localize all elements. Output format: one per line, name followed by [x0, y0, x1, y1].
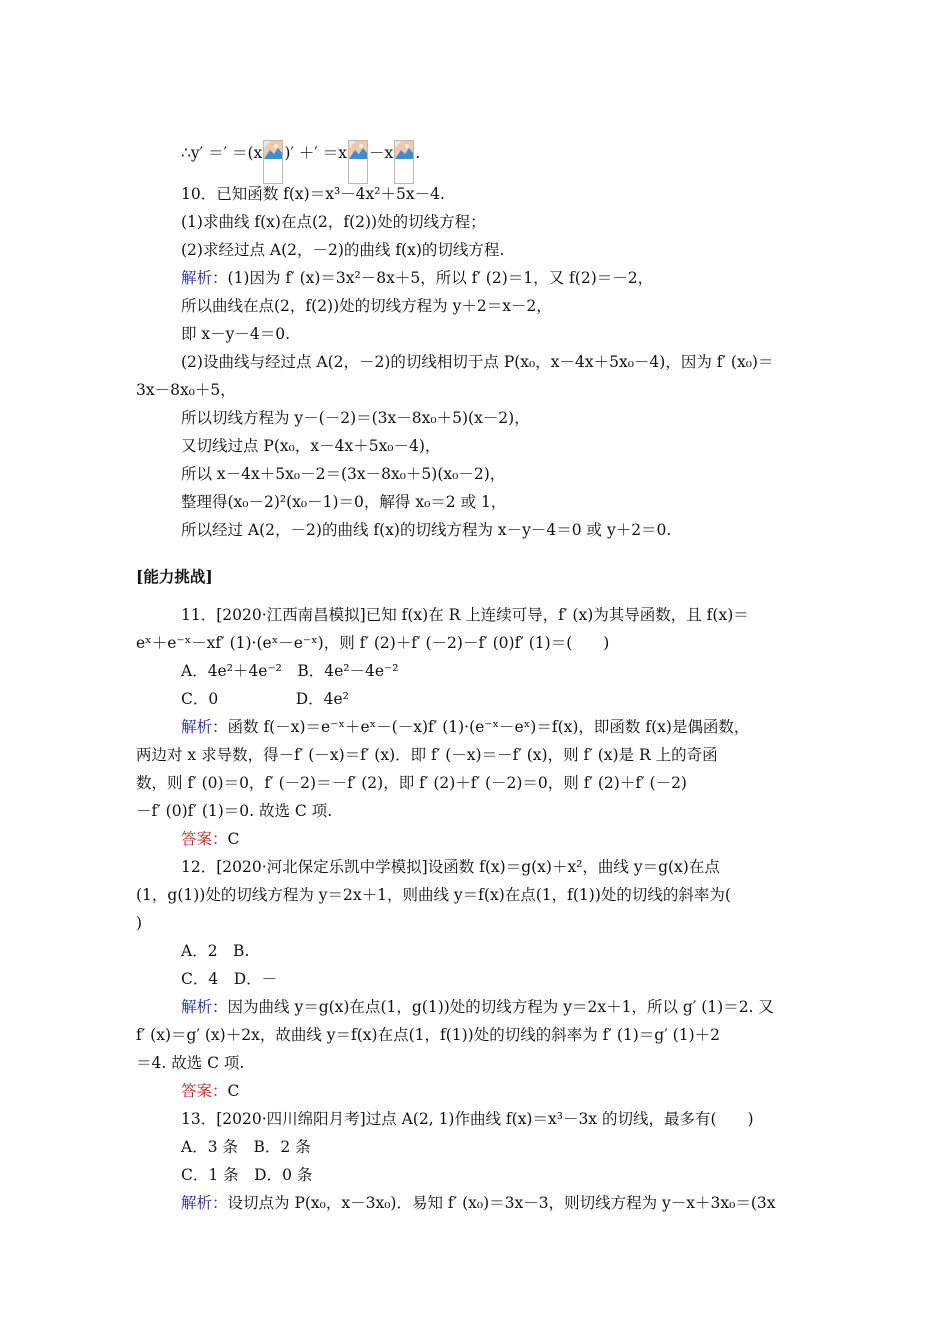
solution-line: 又切线过点 P(x₀，x－4x＋5x₀－4)， [181, 437, 441, 455]
solution-line: 所以切线方程为 y－(－2)＝(3x－8x₀＋5)(x－2)， [181, 409, 530, 427]
solution-label: 解析： [181, 1194, 228, 1212]
solution-line [181, 997, 774, 1017]
solution-label: 解析： [181, 718, 228, 736]
question-12-cont: (1，g(1))处的切线方程为 y＝2x＋1，则曲线 y＝f(x)在点(1，f(1))处的切线的斜率为( [136, 886, 731, 904]
formula-part: . [415, 144, 421, 162]
formula-part: )′ ＋′ ＝x [284, 144, 347, 162]
solution-text: 设切点为 P(x₀，x－3x₀)．易知 f′ (x₀)＝3x－3，则切线方程为 y－x＋3x₀＝(3x [227, 1194, 776, 1212]
solution-line [181, 268, 653, 288]
solution-label: 解析： [181, 998, 228, 1016]
question-10-part2: (2)求经过点 A(2，－2)的曲线 f(x)的切线方程. [181, 241, 505, 259]
answer-line [181, 829, 239, 849]
solution-text: 因为曲线 y＝g(x)在点(1，g(1))处的切线方程为 y＝2x＋1，所以 g′ (1)＝2. 又 [227, 998, 774, 1016]
solution-line: f′ (x)＝g′ (x)＋2x，故曲线 y＝f(x)在点(1，f(1))处的切线的斜率为 f′ (1)＝g′ (1)＋2 [136, 1026, 720, 1044]
question-11: 11．[2020·江西南昌模拟]已知 f(x)在 R 上连续可导，f′ (x)为其导函数，且 f(x)＝ [181, 606, 749, 624]
formula-line [181, 140, 420, 184]
options-ab: A．3 条 B．2 条 [181, 1138, 311, 1156]
answer-text: C [227, 1082, 240, 1100]
solution-line: 两边对 x 求导数，得－f′ (－x)＝f′ (x)．即 f′ (－x)＝－f′ (x)，则 f′ (x)是 R 上的奇函 [136, 746, 718, 764]
question-13: 13．[2020·四川绵阳月考]过点 A(2, 1)作曲线 f(x)＝x³－3x 的切线，最多有( ) [181, 1110, 754, 1128]
answer-label: 答案： [181, 1082, 228, 1100]
question-12-cont: ) [136, 914, 143, 932]
solution-line: 3x－8x₀＋5， [136, 381, 236, 399]
solution-line [181, 717, 749, 737]
broken-image-icon [394, 140, 414, 184]
broken-image-icon [348, 140, 368, 184]
options-cd: C．4 D．－ [181, 970, 278, 988]
solution-text: (1)因为 f′ (x)＝3x²－8x＋5，所以 f′ (2)＝1，又 f(2)＝－2， [227, 269, 654, 287]
question-10-part1: (1)求曲线 f(x)在点(2，f(2))处的切线方程； [181, 213, 486, 231]
question-12: 12．[2020·河北保定乐凯中学模拟]设函数 f(x)＝g(x)＋x²，曲线 y＝g(x)在点 [181, 858, 720, 876]
solution-line: 所以 x－4x＋5x₀－2＝(3x－8x₀＋5)(x₀－2)， [181, 465, 506, 483]
section-heading: [能力挑战] [136, 567, 213, 586]
formula-part: －x [369, 144, 394, 162]
formula-part: ∴y′ ＝′ ＝(x [181, 144, 263, 162]
options-cd: C．0 D．4e² [181, 690, 349, 708]
solution-line: 数，则 f′ (0)＝0，f′ (－2)＝－f′ (2)，即 f′ (2)＋f′ (－2)＝0，则 f′ (2)＋f′ (－2) [136, 774, 687, 792]
solution-line: ＝4. 故选 C 项. [136, 1054, 245, 1072]
solution-line: 所以曲线在点(2，f(2))处的切线方程为 y＋2＝x－2， [181, 297, 552, 315]
solution-line: (2)设曲线与经过点 A(2，－2)的切线相切于点 P(x₀，x－4x＋5x₀－4)，因为 f′ (x₀)＝ [181, 353, 774, 371]
broken-image-icon [263, 140, 283, 184]
options-cd: C．1 条 D．0 条 [181, 1166, 313, 1184]
solution-line: 整理得(x₀－2)²(x₀－1)＝0，解得 x₀＝2 或 1， [181, 493, 507, 511]
solution-line: 即 x－y－4＝0. [181, 325, 291, 343]
solution-text: 函数 f(－x)＝e⁻ˣ＋eˣ－(－x)f′ (1)·(e⁻ˣ－eˣ)＝f(x)，即函数 f(x)是偶函数， [227, 718, 750, 736]
solution-line: 所以经过 A(2，－2)的曲线 f(x)的切线方程为 x－y－4＝0 或 y＋2＝0. [181, 521, 672, 539]
answer-line [181, 1081, 239, 1101]
question-11-cont: eˣ＋e⁻ˣ－xf′ (1)·(eˣ－e⁻ˣ)，则 f′ (2)＋f′ (－2)－f′ (0)f′ (1)＝( ) [136, 634, 610, 652]
question-10: 10．已知函数 f(x)＝x³－4x²＋5x－4. [181, 185, 445, 203]
answer-text: C [227, 830, 240, 848]
options-ab: A．4e²＋4e⁻² B．4e²－4e⁻² [181, 662, 399, 680]
solution-line: －f′ (0)f′ (1)＝0. 故选 C 项. [136, 802, 333, 820]
solution-line [181, 1193, 776, 1213]
answer-label: 答案： [181, 830, 228, 848]
options-ab: A．2 B. [181, 942, 250, 960]
solution-label: 解析： [181, 269, 228, 287]
